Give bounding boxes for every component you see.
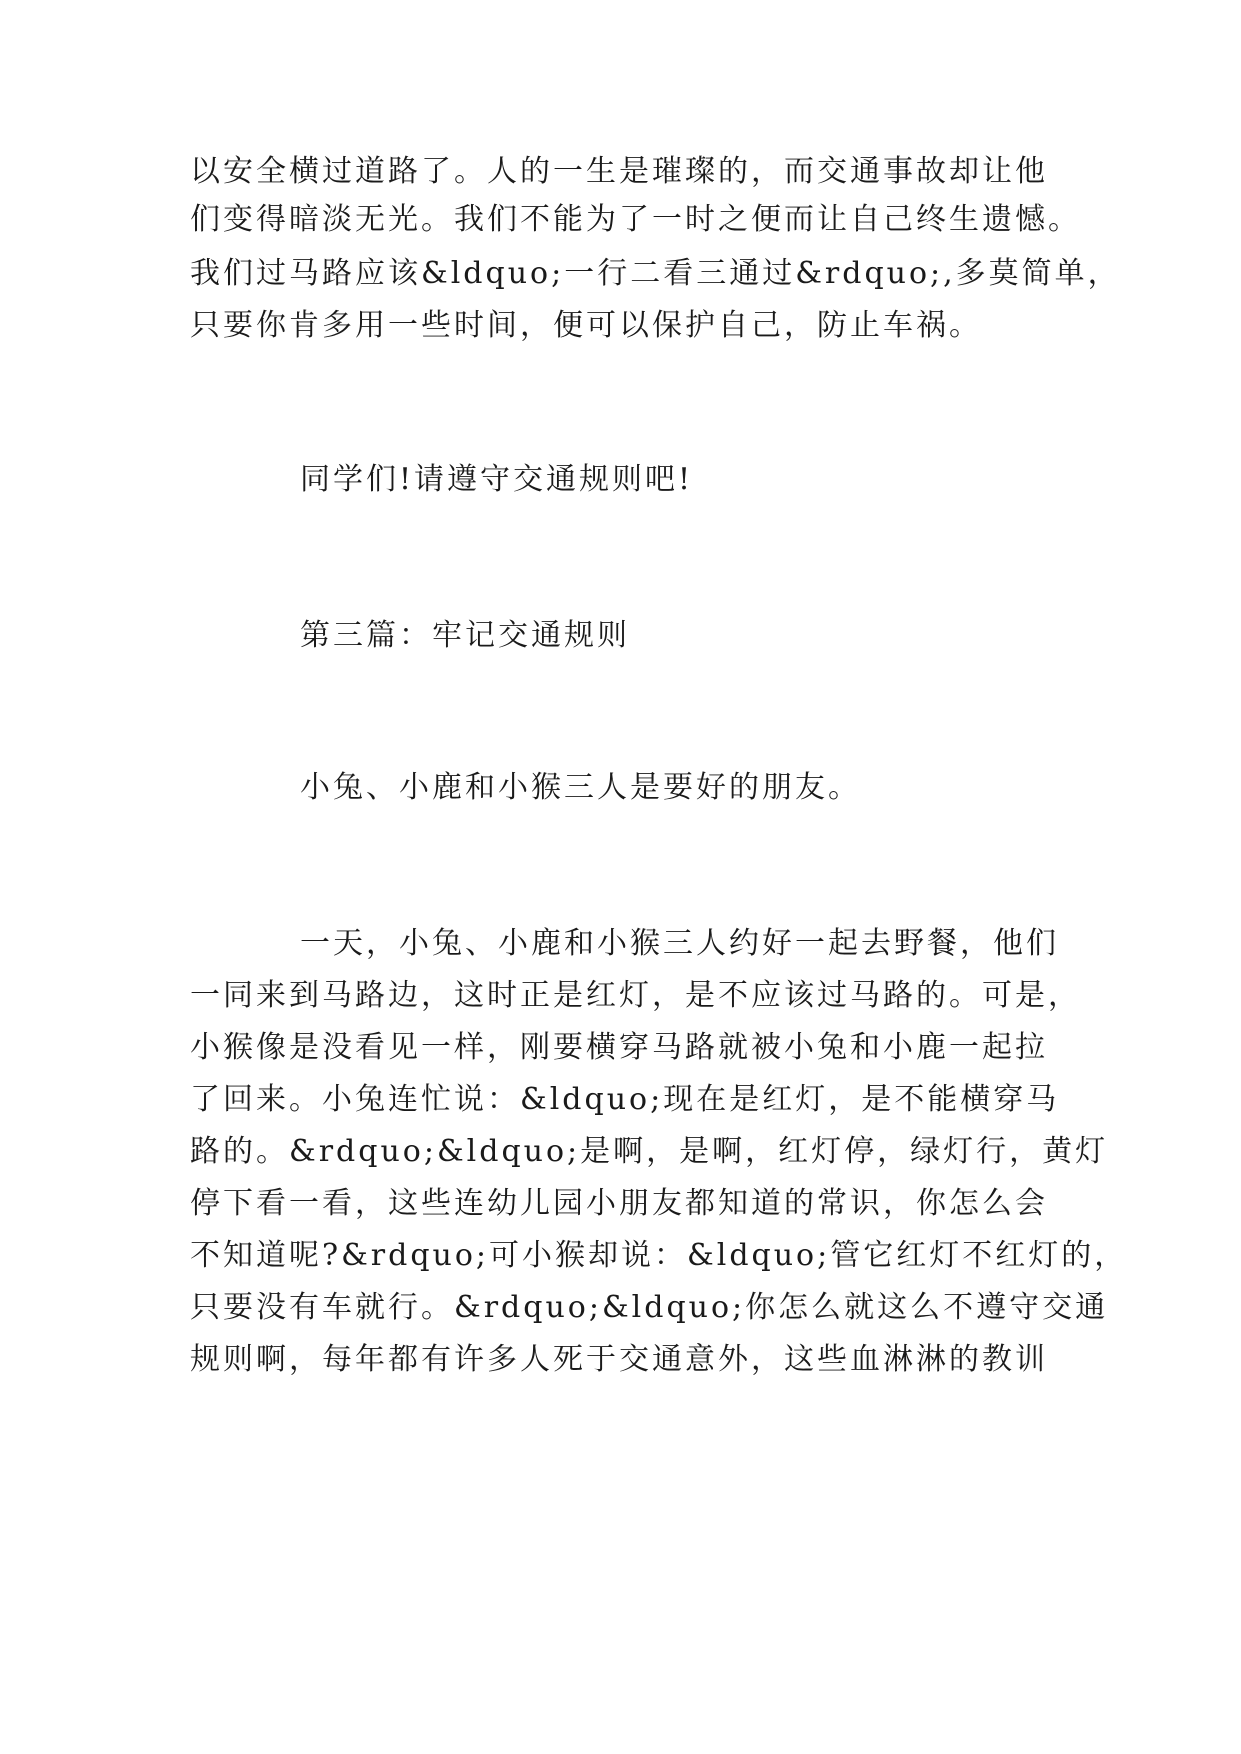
paragraph-2: 同学们!请遵守交通规则吧! <box>300 462 694 497</box>
paragraph-4-line-3: 小猴像是没看见一样，刚要横穿马路就被小兔和小鹿一起拉 <box>190 1030 1048 1065</box>
paragraph-3: 小兔、小鹿和小猴三人是要好的朋友。 <box>300 770 861 805</box>
paragraph-4-line-2: 一同来到马路边，这时正是红灯，是不应该过马路的。可是， <box>190 978 1081 1013</box>
paragraph-4-line-8: 只要没有车就行。&rdquo;&ldquo;你怎么就这么不遵守交通 <box>190 1290 1109 1325</box>
paragraph-1-line-1: 以安全横过道路了。人的一生是璀璨的，而交通事故却让他 <box>190 154 1048 189</box>
paragraph-4-line-7: 不知道呢?&rdquo;可小猴却说：&ldquo;管它红灯不红灯的， <box>190 1238 1128 1273</box>
paragraph-4-line-1: 一天，小兔、小鹿和小猴三人约好一起去野餐，他们 <box>300 926 1059 961</box>
paragraph-4-line-9: 规则啊，每年都有许多人死于交通意外，这些血淋淋的教训 <box>190 1342 1048 1377</box>
paragraph-4-line-4: 了回来。小兔连忙说：&ldquo;现在是红灯，是不能横穿马 <box>190 1082 1060 1117</box>
paragraph-1-line-4: 只要你肯多用一些时间，便可以保护自己，防止车祸。 <box>190 308 982 343</box>
section-title: 第三篇：牢记交通规则 <box>300 618 630 653</box>
paragraph-4-line-5: 路的。&rdquo;&ldquo;是啊，是啊，红灯停，绿灯行，黄灯 <box>190 1134 1109 1169</box>
paragraph-1-line-3: 我们过马路应该&ldquo;一行二看三通过&rdquo;,多莫简单， <box>190 256 1121 291</box>
paragraph-4-line-6: 停下看一看，这些连幼儿园小朋友都知道的常识，你怎么会 <box>190 1186 1048 1221</box>
paragraph-1-line-2: 们变得暗淡无光。我们不能为了一时之便而让自己终生遗憾。 <box>190 202 1081 237</box>
